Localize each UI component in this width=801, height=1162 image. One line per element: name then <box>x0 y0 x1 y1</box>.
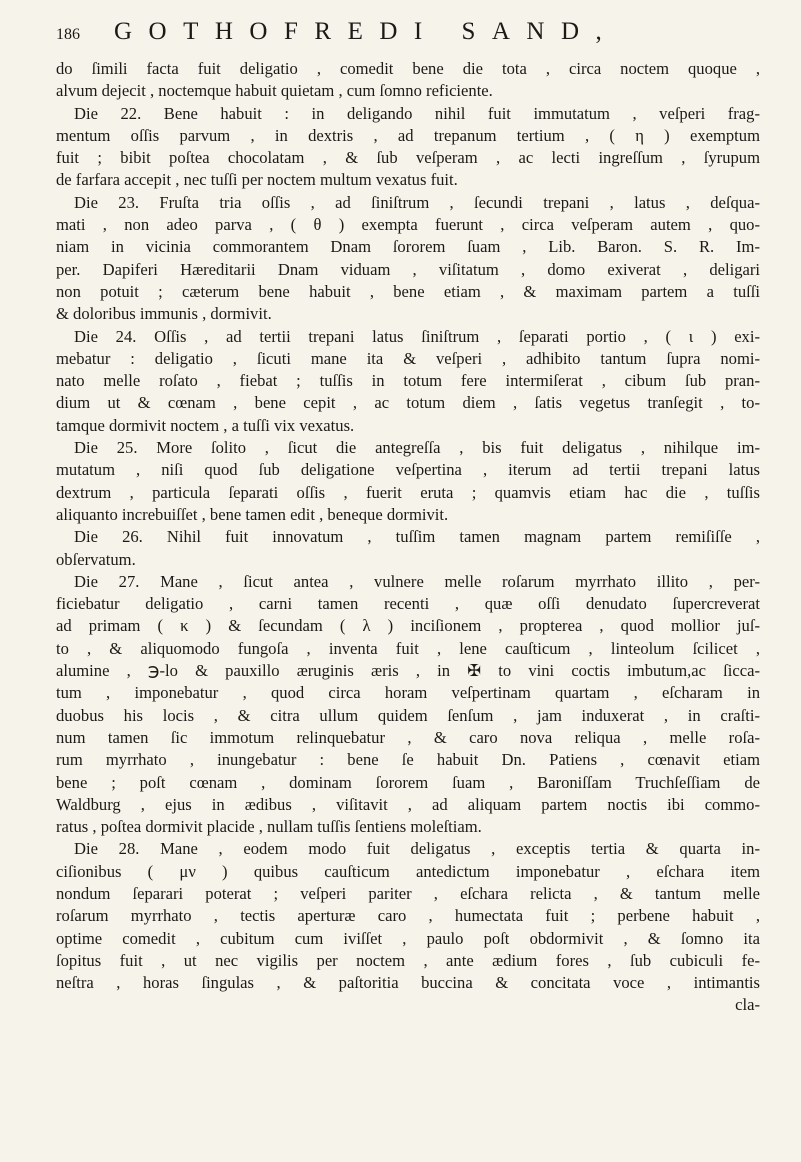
text-line: Die 22. Bene habuit : in deligando nihil fuit immutatum , veſperi frag- <box>74 103 760 123</box>
page-number: 186 <box>56 26 80 43</box>
body-text <box>56 58 760 1017</box>
text-line: neſtra , horas ſingulas , & paſtoritia buccina & concitata voce , intimantis <box>56 973 760 993</box>
running-head: GOTHOFREDI SAND, <box>114 18 619 45</box>
text-line: de farfara accepit , nec tuſſi per noctem multum vexatus fuit. <box>56 170 458 190</box>
text-line: fuit ; bibit poſtea chocolatam , & ſub veſperam , ac lecti ingreſſum , ſyrupum <box>56 148 760 168</box>
text-line: ficiebatur deligatio , carni tamen recenti , quæ oſſi denudato ſupercreverat <box>56 594 760 614</box>
text-line: obſervatum. <box>56 549 136 569</box>
text-line: dextrum , particula ſeparati oſſis , fuerit eruta ; quamvis etiam hac die , tuſſis <box>56 482 760 502</box>
text-line: dium ut & cœnam , bene cepit , ac totum diem , ſatis vegetus tranſegit , to- <box>56 393 760 413</box>
text-line: Die 24. Oſſis , ad tertii trepani latus ſiniſtrum , ſeparati portio , ( ι ) exi- <box>74 326 760 346</box>
page-header <box>56 12 776 52</box>
text-line: mentum oſſis parvum , in dextris , ad trepanum tertium , ( η ) exemptum <box>56 125 760 145</box>
text-line: to , & aliquomodo fungoſa , inventa fuit , lene cauſticum , linteolum ſcilicet , <box>56 638 760 658</box>
text-line: niam in vicinia commorantem Dnam ſororem ſuam , Lib. Baron. S. R. Im- <box>56 237 760 257</box>
text-line: alvum dejecit , noctemque habuit quietam , cum ſomno reficiente. <box>56 81 493 101</box>
text-line: nato melle roſato , fiebat ; tuſſis in totum fere intermiſerat , cibum ſub pran- <box>56 371 760 391</box>
text-line: mati , non adeo parva , ( θ ) exempta fuerunt , circa veſperam autem , quo- <box>56 215 760 235</box>
text-line: aliquanto increbuiſſet , bene tamen edit , beneque dormivit. <box>56 504 449 524</box>
text-line: alumine , ℈-lo & pauxillo æruginis æris , in ✠ to vini coctis imbutum,ac ſicca- <box>56 661 760 681</box>
text-line: mutatum , niſi quod ſub deligatione veſpertina , iterum ad tertii trepani latus <box>56 460 760 480</box>
text-line: Die 23. Fruſta tria oſſis , ad ſiniſtrum , ſecundi trepani , latus , deſqua- <box>74 192 760 212</box>
text-line: Die 26. Nihil fuit innovatum , tuſſim tamen magnam partem remiſiſſe , <box>74 527 760 547</box>
text-line: per. Dapiferi Hæreditarii Dnam viduam , viſitatum , domo exiverat , deligari <box>56 259 760 279</box>
text-line: num tamen ſic immotum relinquebatur , & caro nova reliqua , melle roſa- <box>56 727 760 747</box>
text-line: Waldburg , ejus in ædibus , viſitavit , ad aliquam partem noctis ibi commo- <box>56 794 760 814</box>
text-line: optime comedit , cubitum cum iviſſet , paulo poſt obdormivit , & ſomno ita <box>56 928 760 948</box>
text-line: rum myrrhato , inungebatur : bene ſe habuit Dn. Patiens , cœnavit etiam <box>56 750 760 770</box>
text-line: ad primam ( κ ) & ſecundam ( λ ) inciſionem , propterea , quod mollior juſ- <box>56 616 760 636</box>
text-line: bene ; poſt cœnam , dominam ſororem ſuam , Baroniſſam Truchſeſſiam de <box>56 772 760 792</box>
text-line: ciſionibus ( μν ) quibus cauſticum antedictum imponebatur , eſchara item <box>56 861 760 881</box>
text-line: Die 25. More ſolito , ſicut die antegreſſa , bis fuit deligatus , nihilque im- <box>74 438 760 458</box>
text-line: duobus his locis , & citra ullum quidem ſenſum , jam induxerat , in craſti- <box>56 705 760 725</box>
text-line: nondum ſeparari poterat ; veſperi pariter , eſchara relicta , & tantum melle <box>56 883 760 903</box>
text-line: ſopitus fuit , ut nec vigilis per noctem , ante ædium fores , ſub cubiculi fe- <box>56 950 760 970</box>
text-line: & doloribus immunis , dormivit. <box>56 304 272 324</box>
text-line: Die 27. Mane , ſicut antea , vulnere melle roſarum myrrhato illito , per- <box>74 571 760 591</box>
text-line: Die 28. Mane , eodem modo fuit deligatus , exceptis tertia & quarta in- <box>74 839 760 859</box>
text-line: mebatur : deligatio , ſicuti mane ita & veſperi , adhibito tantum ſupra nomi- <box>56 348 760 368</box>
text-line: ratus , poſtea dormivit placide , nullam tuſſis ſentiens moleſtiam. <box>56 817 482 837</box>
catchword: cla- <box>735 995 760 1015</box>
text-line: roſarum myrrhato , tectis aperturæ caro , humectata fuit ; perbene habuit , <box>56 906 760 926</box>
text-line: non potuit ; cæterum bene habuit , bene etiam , & maximam partem a tuſſi <box>56 281 760 301</box>
text-line: tamque dormivit noctem , a tuſſi vix vexatus. <box>56 415 355 435</box>
text-line: tum , imponebatur , quod circa horam veſpertinam quartam , eſcharam in <box>56 683 760 703</box>
text-line: do ſimili facta fuit deligatio , comedit bene die tota , circa noctem quoque , <box>56 59 760 78</box>
